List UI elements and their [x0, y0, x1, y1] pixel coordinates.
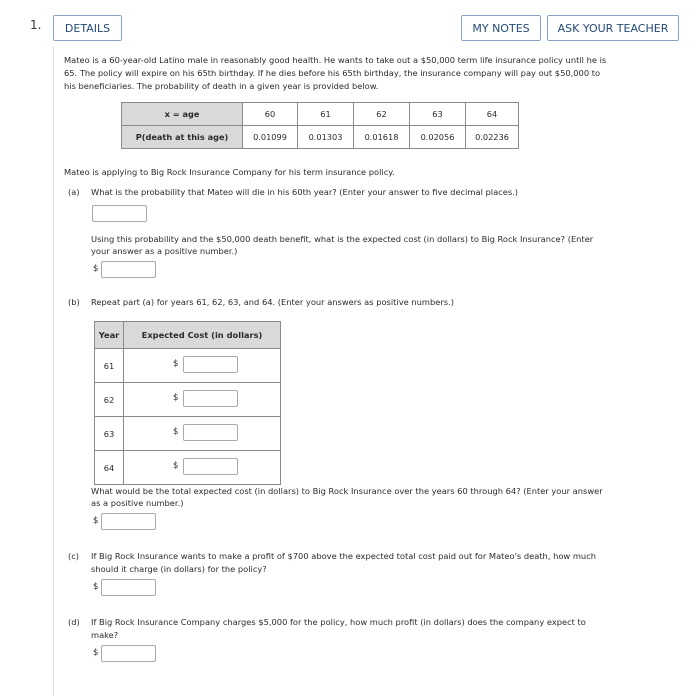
- age-cell: 60: [243, 103, 298, 126]
- dollar-sign: $: [173, 427, 179, 437]
- dollar-sign: $: [173, 359, 179, 369]
- part-c-line-2: should it charge (in dollars) for the policy?: [91, 564, 267, 574]
- dollar-sign: $: [93, 264, 99, 274]
- part-b-total-cost-input[interactable]: [101, 513, 156, 530]
- part-d-line-2: make?: [91, 630, 119, 640]
- applying-text: Mateo is applying to Big Rock Insurance Company for his term insurance policy.: [64, 167, 395, 177]
- year-63-cost-input[interactable]: [183, 424, 238, 441]
- details-button[interactable]: DETAILS: [53, 15, 122, 41]
- intro-line-1: Mateo is a 60-year-old Latino male in reasonably good health. He wants to take out a $50,000 term life insurance policy until he is: [64, 55, 607, 65]
- year-cell: 63: [95, 417, 124, 451]
- table-row: [95, 451, 281, 485]
- year-64-cost-input[interactable]: [183, 458, 238, 475]
- probability-cell: 0.02236: [466, 126, 519, 149]
- table-row: [95, 417, 281, 451]
- part-a-question: What is the probability that Mateo will die in his 60th year? (Enter your answer to five decimal places.): [91, 187, 519, 197]
- probability-cell: 0.01099: [243, 126, 298, 149]
- part-a-probability-input[interactable]: [92, 205, 147, 222]
- year-column-header: Year: [95, 322, 124, 349]
- expected-cost-table: [94, 321, 281, 485]
- cost-column-header: Expected Cost (in dollars): [124, 322, 281, 349]
- question-number: 1.: [30, 18, 42, 32]
- year-62-cost-input[interactable]: [183, 390, 238, 407]
- probability-row-header: P(death at this age): [122, 126, 243, 149]
- dollar-sign: $: [93, 516, 99, 526]
- age-row-header: x = age: [122, 103, 243, 126]
- year-61-cost-input[interactable]: [183, 356, 238, 373]
- table-row: [95, 383, 281, 417]
- probability-cell: 0.01618: [354, 126, 410, 149]
- part-d-line-1: If Big Rock Insurance Company charges $5,000 for the policy, how much profit (in dollars) does the company expect to: [91, 617, 586, 627]
- dollar-sign: $: [173, 461, 179, 471]
- age-cell: 64: [466, 103, 519, 126]
- part-b-question: Repeat part (a) for years 61, 62, 63, and 64. (Enter your answers as positive numbers.): [91, 297, 454, 307]
- age-row: [122, 103, 519, 126]
- cost-table-header-row: [95, 322, 281, 349]
- dollar-sign: $: [93, 582, 99, 592]
- part-a-followup-line-2: your answer as a positive number.): [91, 246, 238, 256]
- year-cell: 64: [95, 451, 124, 485]
- probability-row: [122, 126, 519, 149]
- part-d-profit-input[interactable]: [101, 645, 156, 662]
- part-b-label: (b): [68, 297, 80, 307]
- age-cell: 63: [410, 103, 466, 126]
- part-a-label: (a): [68, 187, 80, 197]
- part-b-total-line-2: as a positive number.): [91, 498, 184, 508]
- dollar-sign: $: [173, 393, 179, 403]
- intro-line-3: his beneficiaries. The probability of death in a given year is provided below.: [64, 81, 379, 91]
- probability-table: [121, 102, 519, 149]
- age-cell: 61: [298, 103, 354, 126]
- year-cell: 61: [95, 349, 124, 383]
- part-b-total-line-1: What would be the total expected cost (in dollars) to Big Rock Insurance over the years 60 through 64? (Enter your answer: [91, 486, 603, 496]
- part-a-expected-cost-input[interactable]: [101, 261, 156, 278]
- table-row: [95, 349, 281, 383]
- part-d-label: (d): [68, 617, 80, 627]
- part-c-label: (c): [68, 551, 80, 561]
- part-c-charge-input[interactable]: [101, 579, 156, 596]
- year-cell: 62: [95, 383, 124, 417]
- probability-cell: 0.02056: [410, 126, 466, 149]
- part-a-followup-line-1: Using this probability and the $50,000 death benefit, what is the expected cost (in dollars) to Big Rock Insurance? (Enter: [91, 234, 594, 244]
- my-notes-button[interactable]: MY NOTES: [461, 15, 541, 41]
- probability-cell: 0.01303: [298, 126, 354, 149]
- ask-your-teacher-button[interactable]: ASK YOUR TEACHER: [547, 15, 679, 41]
- age-cell: 62: [354, 103, 410, 126]
- part-c-line-1: If Big Rock Insurance wants to make a profit of $700 above the expected total cost paid out for Mateo's death, how much: [91, 551, 597, 561]
- dollar-sign: $: [93, 648, 99, 658]
- intro-line-2: 65. The policy will expire on his 65th birthday. If he dies before his 65th birthday, the insurance company will pay out $50,000 to: [64, 68, 601, 78]
